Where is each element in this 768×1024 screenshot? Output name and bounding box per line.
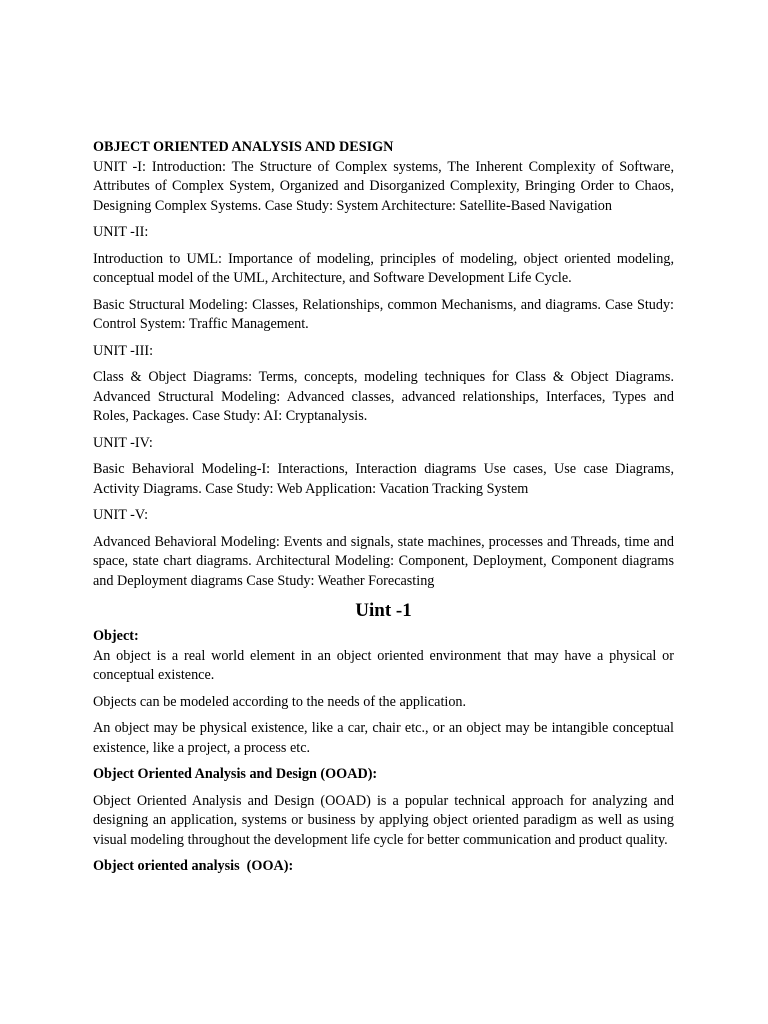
ooad-heading: Object Oriented Analysis and Design (OOAD): xyxy=(93,766,378,782)
object-paragraph-1: An object is a real world element in an object oriented environment that may have a physical or conceptual existence. xyxy=(93,647,674,683)
unit5-heading: UNIT -V: xyxy=(93,507,149,523)
object-heading: Object: xyxy=(93,628,139,644)
unit2-paragraph-2: Basic Structural Modeling: Classes, Relationships, common Mechanisms, and diagrams. Case Study: Control System: Traffic Management. xyxy=(93,296,674,332)
unit5-paragraph-1: Advanced Behavioral Modeling: Events and signals, state machines, processes and Threads, time and space, state chart diagrams. Architectural Modeling: Component, Deployment, Component diagrams and Deployment diagrams Case Study: Weather Forecasting xyxy=(93,533,674,589)
ooad-paragraph-1: Object Oriented Analysis and Design (OOAD) is a popular technical approach for analyzing and designing an application, systems or business by applying object oriented paradigm as well as using visual modeling throughout the development life cycle for better communication and product quality. xyxy=(93,792,674,848)
unit2-heading: UNIT -II: xyxy=(93,224,149,240)
unit4-paragraph-1: Basic Behavioral Modeling-I: Interactions, Interaction diagrams Use cases, Use case Diagrams, Activity Diagrams. Case Study: Web Application: Vacation Tracking System xyxy=(93,461,674,497)
ooa-heading: Object oriented analysis (OOA): xyxy=(93,858,294,874)
document-page xyxy=(93,138,674,877)
unit4-heading: UNIT -IV: xyxy=(93,434,153,451)
unit-title: Uint -1 xyxy=(355,600,412,621)
unit2-paragraph-1: Introduction to UML: Importance of modeling, principles of modeling, object oriented modeling, conceptual model of the UML, Architecture, and Software Development Life Cycle. xyxy=(93,250,674,286)
object-paragraph-3: An object may be physical existence, like a car, chair etc., or an object may be intangible conceptual existence, like a project, a process etc. xyxy=(93,720,674,756)
unit3-paragraph-1: Class & Object Diagrams: Terms, concepts, modeling techniques for Class & Object Diagrams. Advanced Structural Modeling: Advanced classes, advanced relationships, Interfaces, Types and Roles, Packages. Case Study: AI: Cryptanalysis. xyxy=(93,369,674,424)
unit3-heading: UNIT -III: xyxy=(93,342,154,359)
course-title: OBJECT ORIENTED ANALYSIS AND DESIGN xyxy=(93,139,394,155)
object-paragraph-2: Objects can be modeled according to the needs of the application. xyxy=(93,693,467,710)
unit1-text: UNIT -I: Introduction: The Structure of Complex systems, The Inherent Complexity of Software, Attributes of Complex System, Organized and Disorganized Complexity, Bringing Order to Chaos, Designing Complex Systems. Case Study: System Architecture: Satellite-Based Navigation xyxy=(93,158,674,214)
